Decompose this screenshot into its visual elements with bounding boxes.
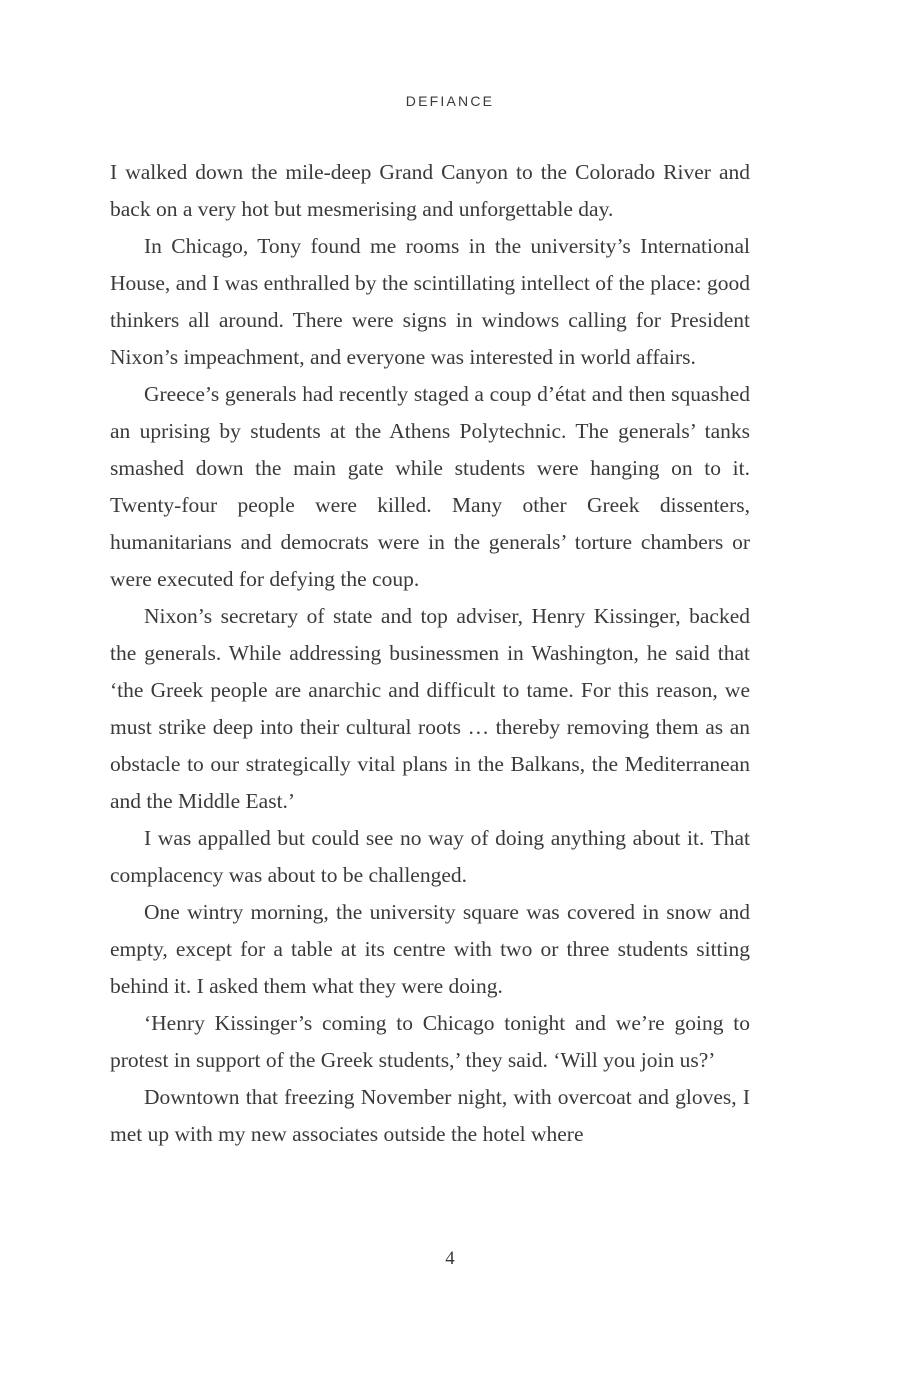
paragraph: Nixon’s secretary of state and top adviser, Henry Kissinger, backed the generals. While addressing businessmen in Washington, he said that ‘the Greek people are anarchic and difficult to tame. For this reason, we must strike deep into their cultural roots … thereby removing them as an obstacle to our strategically vital plans in the Balkans, the Mediterranean and the Middle East.’ bbox=[110, 604, 750, 813]
paragraph: In Chicago, Tony found me rooms in the university’s International House, and I was enthralled by the scintillating intellect of the place: good thinkers all around. There were signs in windows calling for President Nixon’s impeachment, and everyone was interested in world affairs. bbox=[110, 234, 750, 369]
paragraph: Greece’s generals had recently staged a coup d’état and then squashed an uprising by students at the Athens Polytechnic. The generals’ tanks smashed down the main gate while students were hanging on to it. Twenty-four people were killed. Many other Greek dissenters, humanitarians and democrats were in the generals’ torture chambers or were executed for defying the coup. bbox=[110, 382, 750, 591]
paragraph: One wintry morning, the university square was covered in snow and empty, except for a table at its centre with two or three students sitting behind it. I asked them what they were doing. bbox=[110, 900, 750, 998]
paragraph: ‘Henry Kissinger’s coming to Chicago tonight and we’re going to protest in support of the Greek students,’ they said. ‘Will you join us?’ bbox=[110, 1011, 750, 1072]
paragraph: I was appalled but could see no way of doing anything about it. That complacency was about to be challenged. bbox=[110, 826, 750, 887]
body-text bbox=[110, 154, 750, 1153]
paragraph: Downtown that freezing November night, with overcoat and gloves, I met up with my new associates outside the hotel where bbox=[110, 1085, 750, 1146]
paragraph: I walked down the mile-deep Grand Canyon to the Colorado River and back on a very hot but mesmerising and unforgettable day. bbox=[110, 160, 750, 221]
running-head: DEFIANCE bbox=[405, 93, 495, 109]
page-number: 4 bbox=[445, 1248, 455, 1269]
